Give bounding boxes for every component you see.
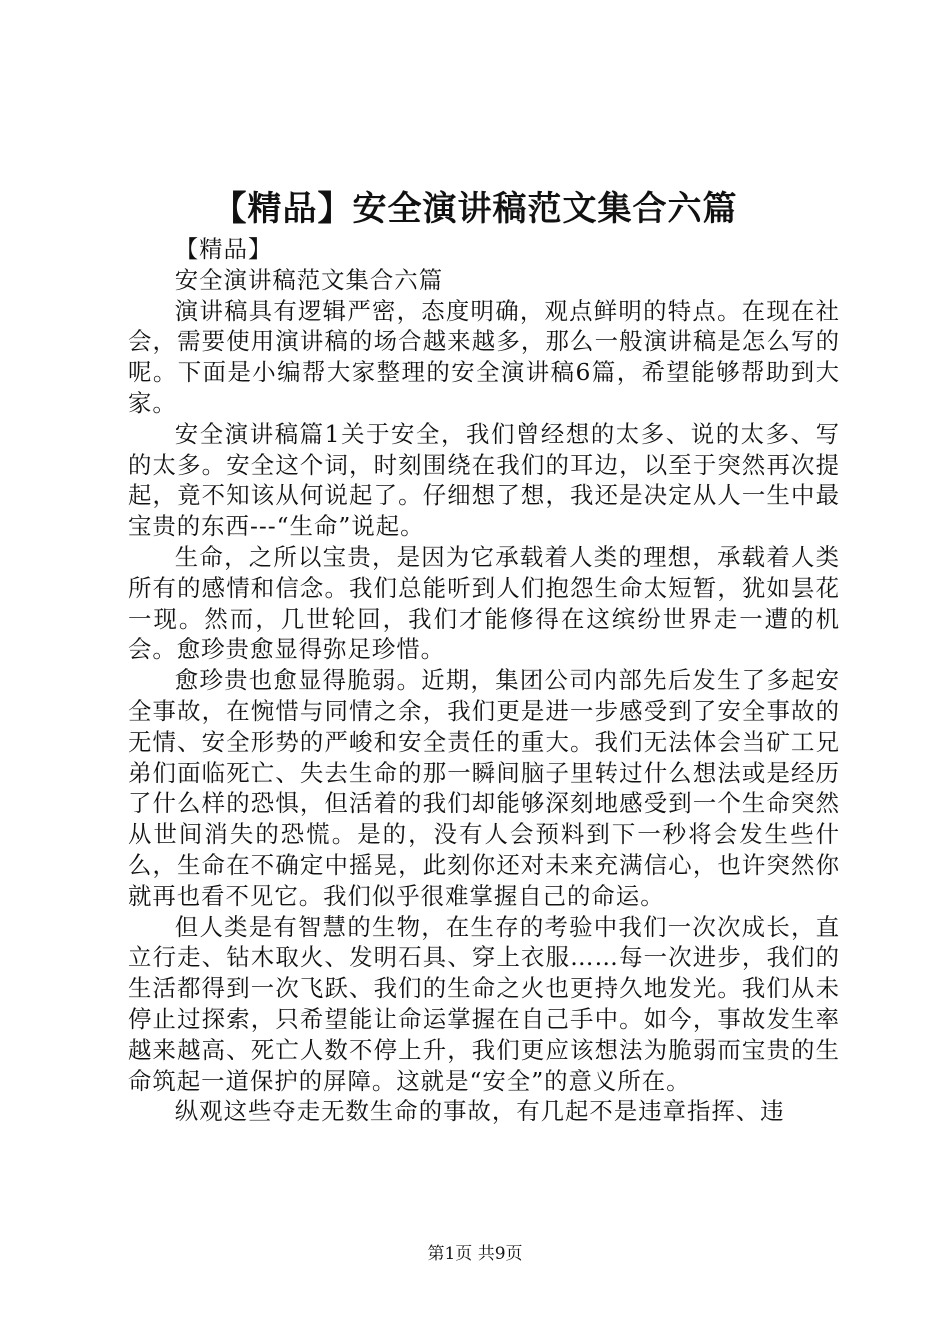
paragraph-subtitle: 安全演讲稿范文集合六篇 — [174, 265, 444, 294]
paragraph-tag: 【精品】 — [174, 235, 273, 263]
paragraph-life: 生命，之所以宝贵，是因为它承载着人类的理想，承载着人类所有的感情和信念。我们总能听到人们抱怨生命太短暂，犹如昙花一现。然而，几世轮回，我们才能修得在这缤纷世界走一遭的机会。愈珍贵愈显得弥足珍惜。 — [128, 542, 840, 664]
paragraph-fragile: 愈珍贵也愈显得脆弱。近期，集团公司内部先后发生了多起安全事故，在惋惜与同情之余，我们更是进一步感受到了安全事故的无情、安全形势的严峻和安全责任的重大。我们无法体会当矿工兄弟们面临死亡、失去生命的那一瞬间脑子里转过什么想法或是经历了什么样的恐惧，但活着的我们却能够深刻地感受到一个生命突然从世间消失的恐慌。是的，没有人会预料到下一秒将会发生些什么，生命在不确定中摇晃，此刻你还对未来充满信心，也许突然你就再也看不见它。我们似乎很难掌握自己的命运。 — [128, 666, 840, 910]
paragraph-accidents: 纵观这些夺走无数生命的事故，有几起不是违章指挥、违 — [174, 1097, 785, 1126]
page-footer: 第1页 共9页 — [427, 1244, 523, 1264]
paragraph-wisdom: 但人类是有智慧的生物，在生存的考验中我们一次次成长，直立行走、钻木取火、发明石具、穿上衣服……每一次进步，我们的生活都得到一次飞跃、我们的生命之火也更持久地发光。我们从未停止过探索，只希望能让命运掌握在自己手中。如今，事故发生率越来越高、死亡人数不停上升，我们更应该想法为脆弱而宝贵的生命筑起一道保护的屏障。这就是“安全”的意义所在。 — [128, 912, 840, 1095]
document-title: 【精品】安全演讲稿范文集合六篇 — [212, 189, 738, 229]
document-body — [128, 234, 840, 1127]
paragraph-intro: 演讲稿具有逻辑严密，态度明确，观点鲜明的特点。在现在社会，需要使用演讲稿的场合越来越多，那么一般演讲稿是怎么写的呢。下面是小编帮大家整理的安全演讲稿6篇，希望能够帮助到大家。 — [128, 296, 840, 417]
paragraph-speech-1: 安全演讲稿篇1关于安全，我们曾经想的太多、说的太多、写的太多。安全这个词，时刻围绕在我们的耳边，以至于突然再次提起，竟不知该从何说起了。仔细想了想，我还是决定从人一生中最宝贵的东西---“生命”说起。 — [128, 419, 840, 541]
